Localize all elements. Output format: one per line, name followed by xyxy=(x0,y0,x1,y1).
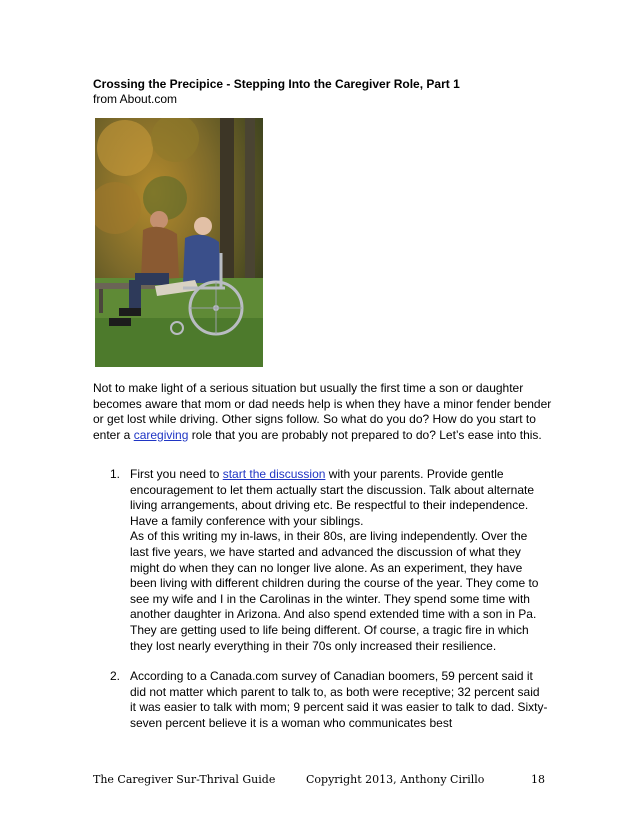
article-source: from About.com xyxy=(93,92,178,106)
list-item xyxy=(93,669,548,731)
list-number: 2. xyxy=(110,669,121,684)
list-number: 1. xyxy=(110,467,121,481)
start-discussion-link[interactable]: start the discussion xyxy=(222,467,326,481)
page-number: 18 xyxy=(531,773,545,786)
step-text: According to a Canada.com survey of Canadian boomers, 59 percent said it did not matter which parent to talk to, as both were receptive; 32 percent said it was easier to talk with mom; 9 percent said it was easier to talk to dad. Sixty-seven percent believe it is a woman who communicates best xyxy=(130,669,548,730)
footer-copyright: Copyright 2013, Anthony Cirillo xyxy=(306,773,485,786)
intro-paragraph xyxy=(93,381,563,443)
step-text-after: with your parents. Provide gentle encouragement to let them actually start the discussion. Talk about alternate living arrangements, about driving etc. Be respectful to their independence. Have a family conference with your siblings. xyxy=(130,467,535,528)
steps-list xyxy=(93,467,548,732)
list-item xyxy=(93,467,548,654)
article-title: Crossing the Precipice - Stepping Into the Caregiver Role, Part 1 xyxy=(93,77,460,91)
caregiver-photo xyxy=(95,118,263,367)
intro-text-before: Not to make light of a serious situation but usually the first time a son or daughter becomes aware that mom or dad needs help is when they have a minor fender bender or get lost while driving. Other signs follow. So what do you do? How do you start to enter a xyxy=(93,381,552,442)
footer-book-title: The Caregiver Sur-Thrival Guide xyxy=(93,773,276,786)
caregiving-link[interactable]: caregiving xyxy=(133,427,189,442)
step-anecdote: As of this writing my in-laws, in their 80s, are living independently. Over the last five years, we have started and advanced the discussion of what they might do when they can no longer live alone. As an experiment, they have been living with different children during the course of the year. They come to see my wife and I in the Carolinas in the winter. They spend some time with another daughter in Arizona. And also spend extended time with a son in Pa. They are getting used to life being different. Of course, a tragic fire in which they lost nearly everything in their 70s only increased their resilience. xyxy=(130,529,539,653)
step-text-before: First you need to xyxy=(130,467,223,481)
intro-text-after: role that you are probably not prepared to do? Let’s ease into this. xyxy=(188,427,542,442)
